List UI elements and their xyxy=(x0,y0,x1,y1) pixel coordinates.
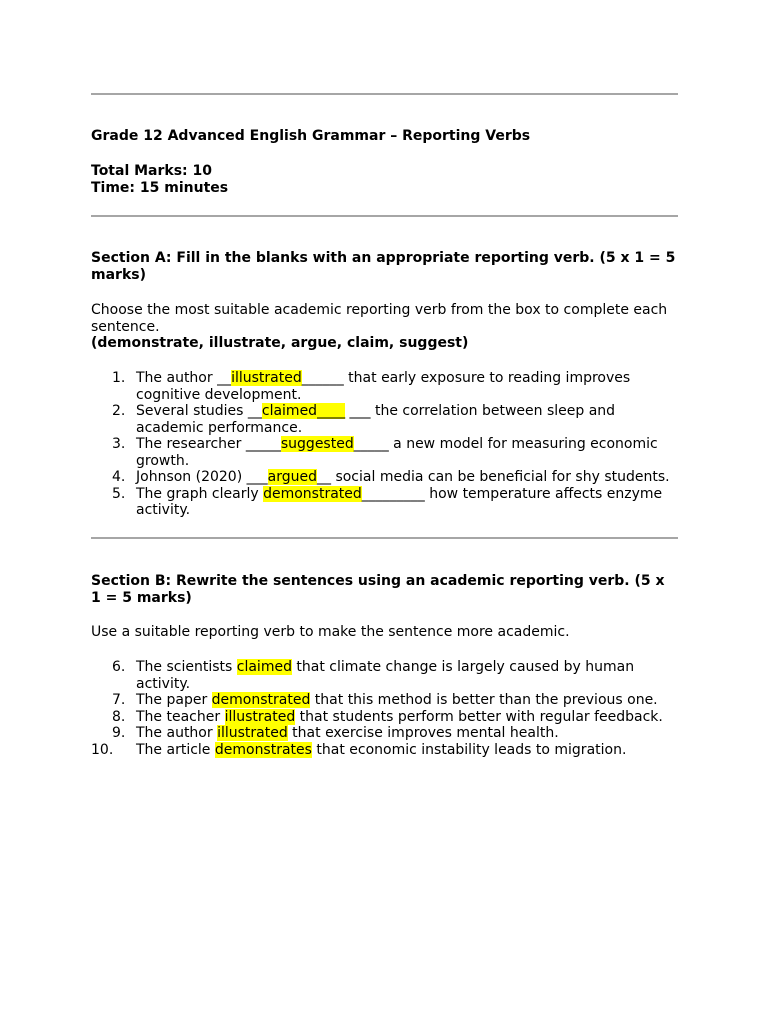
question-item xyxy=(91,742,678,759)
time-limit: Time: 15 minutes xyxy=(91,180,229,196)
question-number: 3. xyxy=(112,436,126,452)
question-number: 7. xyxy=(112,692,126,708)
question-number: 6. xyxy=(112,659,126,675)
question-text-after: that this method is better than the previous one. xyxy=(310,692,658,708)
question-text-before: The researcher _____ xyxy=(136,436,281,452)
section-b-instruction: Use a suitable reporting verb to make the sentence more academic. xyxy=(91,624,570,640)
question-item xyxy=(91,725,678,742)
question-text-before: The paper xyxy=(136,692,212,708)
question-item xyxy=(91,659,678,692)
section-a-heading: Section A: Fill in the blanks with an appropriate reporting verb. (5 x 1 = 5 marks) xyxy=(91,250,676,283)
question-number: 9. xyxy=(112,725,126,741)
question-text-after: that economic instability leads to migration. xyxy=(311,741,627,758)
question-text-before: Johnson (2020) ___ xyxy=(136,469,268,485)
question-item xyxy=(91,370,678,403)
section-a-questions xyxy=(91,370,678,519)
question-text-after: _________ how temperature affects enzyme activity. xyxy=(136,485,663,518)
section-b-questions xyxy=(91,659,678,758)
question-item xyxy=(91,403,678,436)
worksheet-title: Grade 12 Advanced English Grammar – Reporting Verbs xyxy=(91,128,531,144)
highlighted-answer: illustrated xyxy=(224,708,296,725)
horizontal-rule-header-end xyxy=(91,215,678,217)
horizontal-rule-top xyxy=(91,93,678,95)
question-text-after: that climate change is largely caused by human activity. xyxy=(136,659,635,692)
question-number: 10. xyxy=(91,741,114,758)
question-text-before: The author xyxy=(136,725,218,741)
question-text-after: ______ that early exposure to reading improves cognitive development. xyxy=(136,370,631,403)
total-marks: Total Marks: 10 xyxy=(91,163,213,179)
question-item xyxy=(91,709,678,726)
question-text-before: The teacher xyxy=(136,708,225,725)
question-item xyxy=(91,486,678,519)
highlighted-answer: demonstrates xyxy=(214,741,312,758)
question-number: 4. xyxy=(112,469,126,485)
horizontal-rule-section-divider xyxy=(91,537,678,539)
highlighted-answer: illustrated xyxy=(217,725,288,741)
section-a-instruction: Choose the most suitable academic reporting verb from the box to complete each sentence. xyxy=(91,302,668,335)
question-text-after: __ social media can be beneficial for shy students. xyxy=(317,469,670,485)
question-text-before: The author __ xyxy=(136,370,232,386)
question-number: 1. xyxy=(112,370,126,386)
question-number: 2. xyxy=(112,403,126,419)
highlighted-answer: demonstrated xyxy=(211,692,311,708)
question-text-after: _____ a new model for measuring economic growth. xyxy=(136,436,658,469)
highlighted-answer: claimed____ xyxy=(261,403,346,419)
highlighted-answer: demonstrated xyxy=(263,485,362,502)
question-text-after: that students perform better with regular feedback. xyxy=(295,708,663,725)
highlighted-answer: illustrated xyxy=(231,370,302,386)
question-text-after: that exercise improves mental health. xyxy=(287,725,559,741)
question-item xyxy=(91,436,678,469)
question-item xyxy=(91,469,678,486)
question-number: 5. xyxy=(112,485,126,502)
highlighted-answer: claimed xyxy=(236,659,292,675)
word-box: (demonstrate, illustrate, argue, claim, suggest) xyxy=(91,335,469,351)
question-text-before: Several studies __ xyxy=(136,403,262,419)
question-text-after: ___ the correlation between sleep and academic performance. xyxy=(136,403,616,436)
question-number: 8. xyxy=(112,708,126,725)
highlighted-answer: argued xyxy=(267,469,317,485)
question-text-before: The article xyxy=(136,741,215,758)
section-b-heading: Section B: Rewrite the sentences using an academic reporting verb. (5 x 1 = 5 marks) xyxy=(91,573,665,606)
question-text-before: The scientists xyxy=(136,659,237,675)
highlighted-answer: suggested xyxy=(280,436,354,452)
question-item xyxy=(91,692,678,709)
question-text-before: The graph clearly xyxy=(136,485,264,502)
